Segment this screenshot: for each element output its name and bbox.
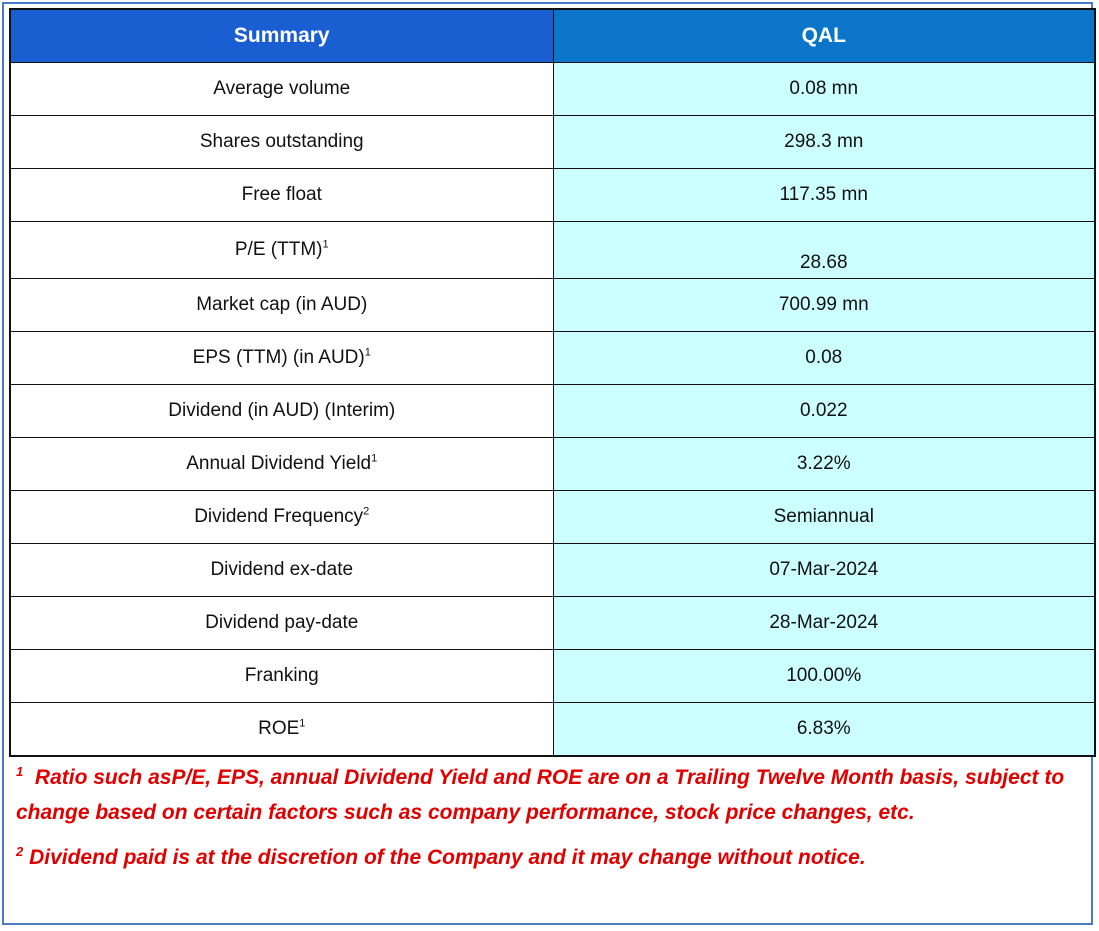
row-value: 6.83% [553, 703, 1095, 757]
header-summary: Summary [10, 9, 553, 63]
footnote-2 [16, 840, 1076, 875]
row-value: 0.022 [553, 385, 1095, 438]
table-row [10, 279, 1095, 332]
row-value: 700.99 mn [553, 279, 1095, 332]
footnote-marker: 1 [16, 764, 24, 779]
row-label: Annual Dividend Yield$^1$ [10, 438, 553, 491]
footnote-marker: 2 [16, 844, 24, 859]
row-label: Dividend pay-date [10, 597, 553, 650]
footnote-marker: 2 [363, 505, 370, 518]
row-label: Free float [10, 169, 553, 222]
table-row [10, 169, 1095, 222]
footnotes [16, 760, 1076, 875]
row-label: Dividend (in AUD) (Interim) [10, 385, 553, 438]
table-row [10, 332, 1095, 385]
table-row [10, 385, 1095, 438]
table-row [10, 63, 1095, 116]
table-row [10, 116, 1095, 169]
row-value: 0.08 [553, 332, 1095, 385]
row-label: Average volume [10, 63, 553, 116]
row-label: P/E (TTM)$^1$ [10, 222, 553, 279]
table-header-row [10, 9, 1095, 63]
row-value: 3.22% [553, 438, 1095, 491]
table-row [10, 650, 1095, 703]
footnote-marker: 1 [371, 452, 378, 465]
row-label: Shares outstanding [10, 116, 553, 169]
table-row [10, 703, 1095, 757]
row-label: Franking [10, 650, 553, 703]
row-value: Semiannual [553, 491, 1095, 544]
header-ticker: QAL [553, 9, 1095, 63]
row-value: 298.3 mn [553, 116, 1095, 169]
row-label: Dividend ex-date [10, 544, 553, 597]
row-value: 07-Mar-2024 [553, 544, 1095, 597]
row-value: 28.68 [553, 222, 1095, 279]
footnote-text: Dividend paid is at the discretion of the Company and it may change without notice. [29, 846, 866, 869]
footnote-marker: 1 [299, 717, 306, 730]
row-label: ROE$^1$ [10, 703, 553, 757]
row-value: 28-Mar-2024 [553, 597, 1095, 650]
summary-table [9, 8, 1096, 757]
table-row [10, 597, 1095, 650]
footnote-marker: 1 [322, 238, 329, 251]
table-row [10, 438, 1095, 491]
table-row [10, 222, 1095, 279]
row-label: EPS (TTM) (in AUD)$^1$ [10, 332, 553, 385]
row-value: 117.35 mn [553, 169, 1095, 222]
table-row [10, 491, 1095, 544]
footnote-text: Ratio such asP/E, EPS, annual Dividend Yield and ROE are on a Trailing Twelve Month basis, subject to change based on certain factors such as company performance, stock price changes, etc. [16, 766, 1065, 824]
row-value: 0.08 mn [553, 63, 1095, 116]
row-label: Market cap (in AUD) [10, 279, 553, 332]
footnote-marker: 1 [364, 346, 371, 359]
table-row [10, 544, 1095, 597]
row-value: 100.00% [553, 650, 1095, 703]
row-label: Dividend Frequency$^2$ [10, 491, 553, 544]
footnote-1 [16, 760, 1076, 830]
